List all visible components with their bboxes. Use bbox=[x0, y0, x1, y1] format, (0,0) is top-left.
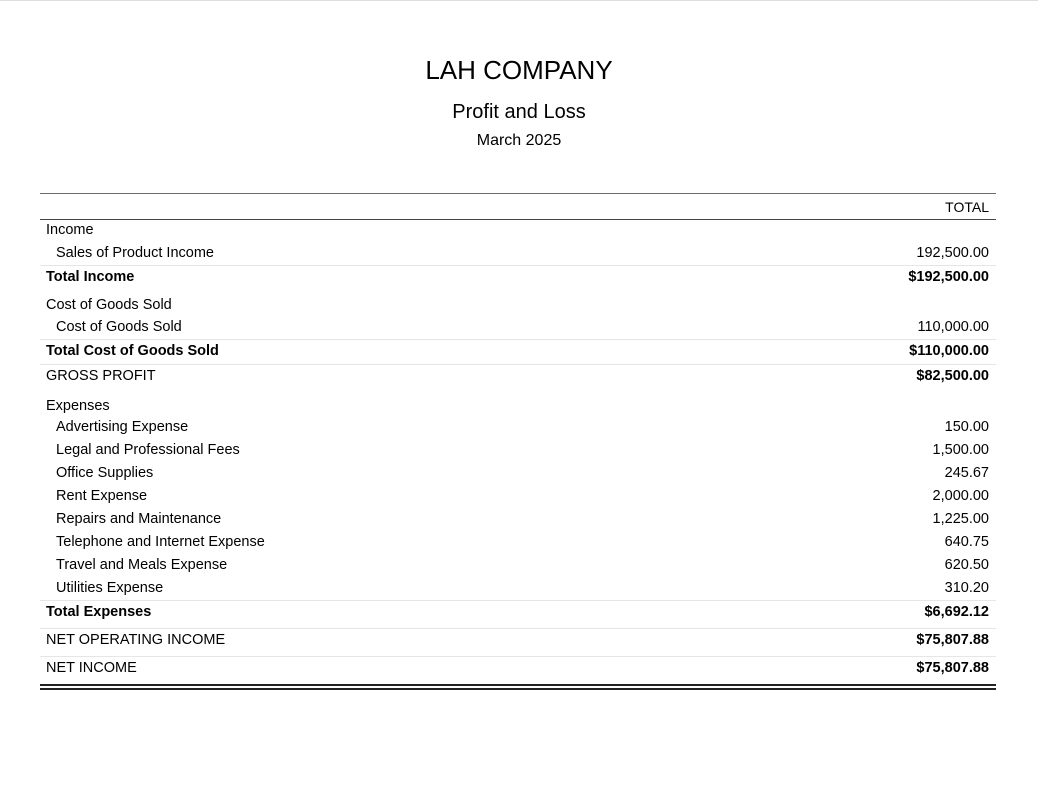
line-item-amount: 2,000.00 bbox=[932, 488, 989, 504]
line-item-label: Cost of Goods Sold bbox=[56, 319, 182, 335]
line-item-amount: 310.20 bbox=[944, 580, 989, 596]
line-item-amount: 150.00 bbox=[944, 419, 989, 435]
page-top-border bbox=[0, 0, 1038, 1]
line-item-amount: 1,225.00 bbox=[932, 511, 989, 527]
total-label: Total Cost of Goods Sold bbox=[46, 343, 219, 359]
expense-line-item bbox=[40, 531, 996, 554]
net-income-amount: $75,807.88 bbox=[916, 660, 989, 676]
net-operating-income-row bbox=[40, 628, 996, 656]
total-expenses-row bbox=[40, 600, 996, 625]
line-item-label: Travel and Meals Expense bbox=[56, 557, 228, 573]
expenses-section-header bbox=[40, 392, 996, 416]
line-item-amount: 620.50 bbox=[944, 557, 989, 573]
net-operating-income-amount: $75,807.88 bbox=[916, 632, 989, 648]
expense-line-item bbox=[40, 462, 996, 485]
section-label: Income bbox=[46, 222, 94, 238]
section-label: Expenses bbox=[46, 398, 110, 414]
line-item-label: Utilities Expense bbox=[56, 580, 164, 596]
net-operating-income-label: NET OPERATING INCOME bbox=[46, 632, 226, 648]
line-item-label: Sales of Product Income bbox=[56, 245, 214, 261]
line-item-label: Office Supplies bbox=[56, 465, 154, 481]
cogs-section-header bbox=[40, 290, 996, 316]
line-item-amount: 640.75 bbox=[944, 534, 989, 550]
net-income-label: NET INCOME bbox=[46, 660, 137, 676]
income-line-item bbox=[40, 242, 996, 265]
line-item-amount: 110,000.00 bbox=[917, 319, 989, 335]
column-header-row bbox=[40, 193, 996, 220]
company-name: LAH COMPANY bbox=[425, 55, 613, 85]
total-label: Total Expenses bbox=[46, 604, 152, 620]
report-period: March 2025 bbox=[476, 132, 562, 149]
gross-profit-amount: $82,500.00 bbox=[916, 368, 989, 384]
expense-line-item bbox=[40, 577, 996, 600]
expense-line-item bbox=[40, 439, 996, 462]
line-item-label: Telephone and Internet Expense bbox=[56, 534, 265, 550]
line-item-label: Repairs and Maintenance bbox=[56, 511, 222, 527]
total-column-header: TOTAL bbox=[945, 199, 989, 215]
expense-line-item bbox=[40, 485, 996, 508]
gross-profit-row bbox=[40, 364, 996, 392]
net-income-row bbox=[40, 656, 996, 684]
line-item-label: Rent Expense bbox=[56, 488, 148, 504]
line-item-amount: 245.67 bbox=[944, 465, 989, 481]
double-underline bbox=[40, 684, 996, 690]
line-item-amount: 192,500.00 bbox=[916, 245, 989, 261]
gross-profit-label: GROSS PROFIT bbox=[46, 368, 156, 384]
line-item-label: Advertising Expense bbox=[56, 419, 189, 435]
expense-line-item bbox=[40, 416, 996, 439]
total-amount: $192,500.00 bbox=[908, 269, 989, 285]
cogs-line-item bbox=[40, 316, 996, 339]
section-label: Cost of Goods Sold bbox=[46, 297, 172, 313]
total-amount: $110,000.00 bbox=[909, 343, 989, 359]
total-cogs-row bbox=[40, 339, 996, 364]
line-item-label: Legal and Professional Fees bbox=[56, 442, 240, 458]
income-section-header bbox=[40, 220, 996, 242]
total-amount: $6,692.12 bbox=[924, 604, 989, 620]
expense-line-item bbox=[40, 554, 996, 577]
line-item-amount: 1,500.00 bbox=[932, 442, 989, 458]
total-income-row bbox=[40, 265, 996, 290]
profit-loss-table bbox=[40, 193, 996, 690]
expense-line-item bbox=[40, 508, 996, 531]
total-label: Total Income bbox=[46, 269, 135, 285]
report-title: Profit and Loss bbox=[452, 101, 586, 123]
